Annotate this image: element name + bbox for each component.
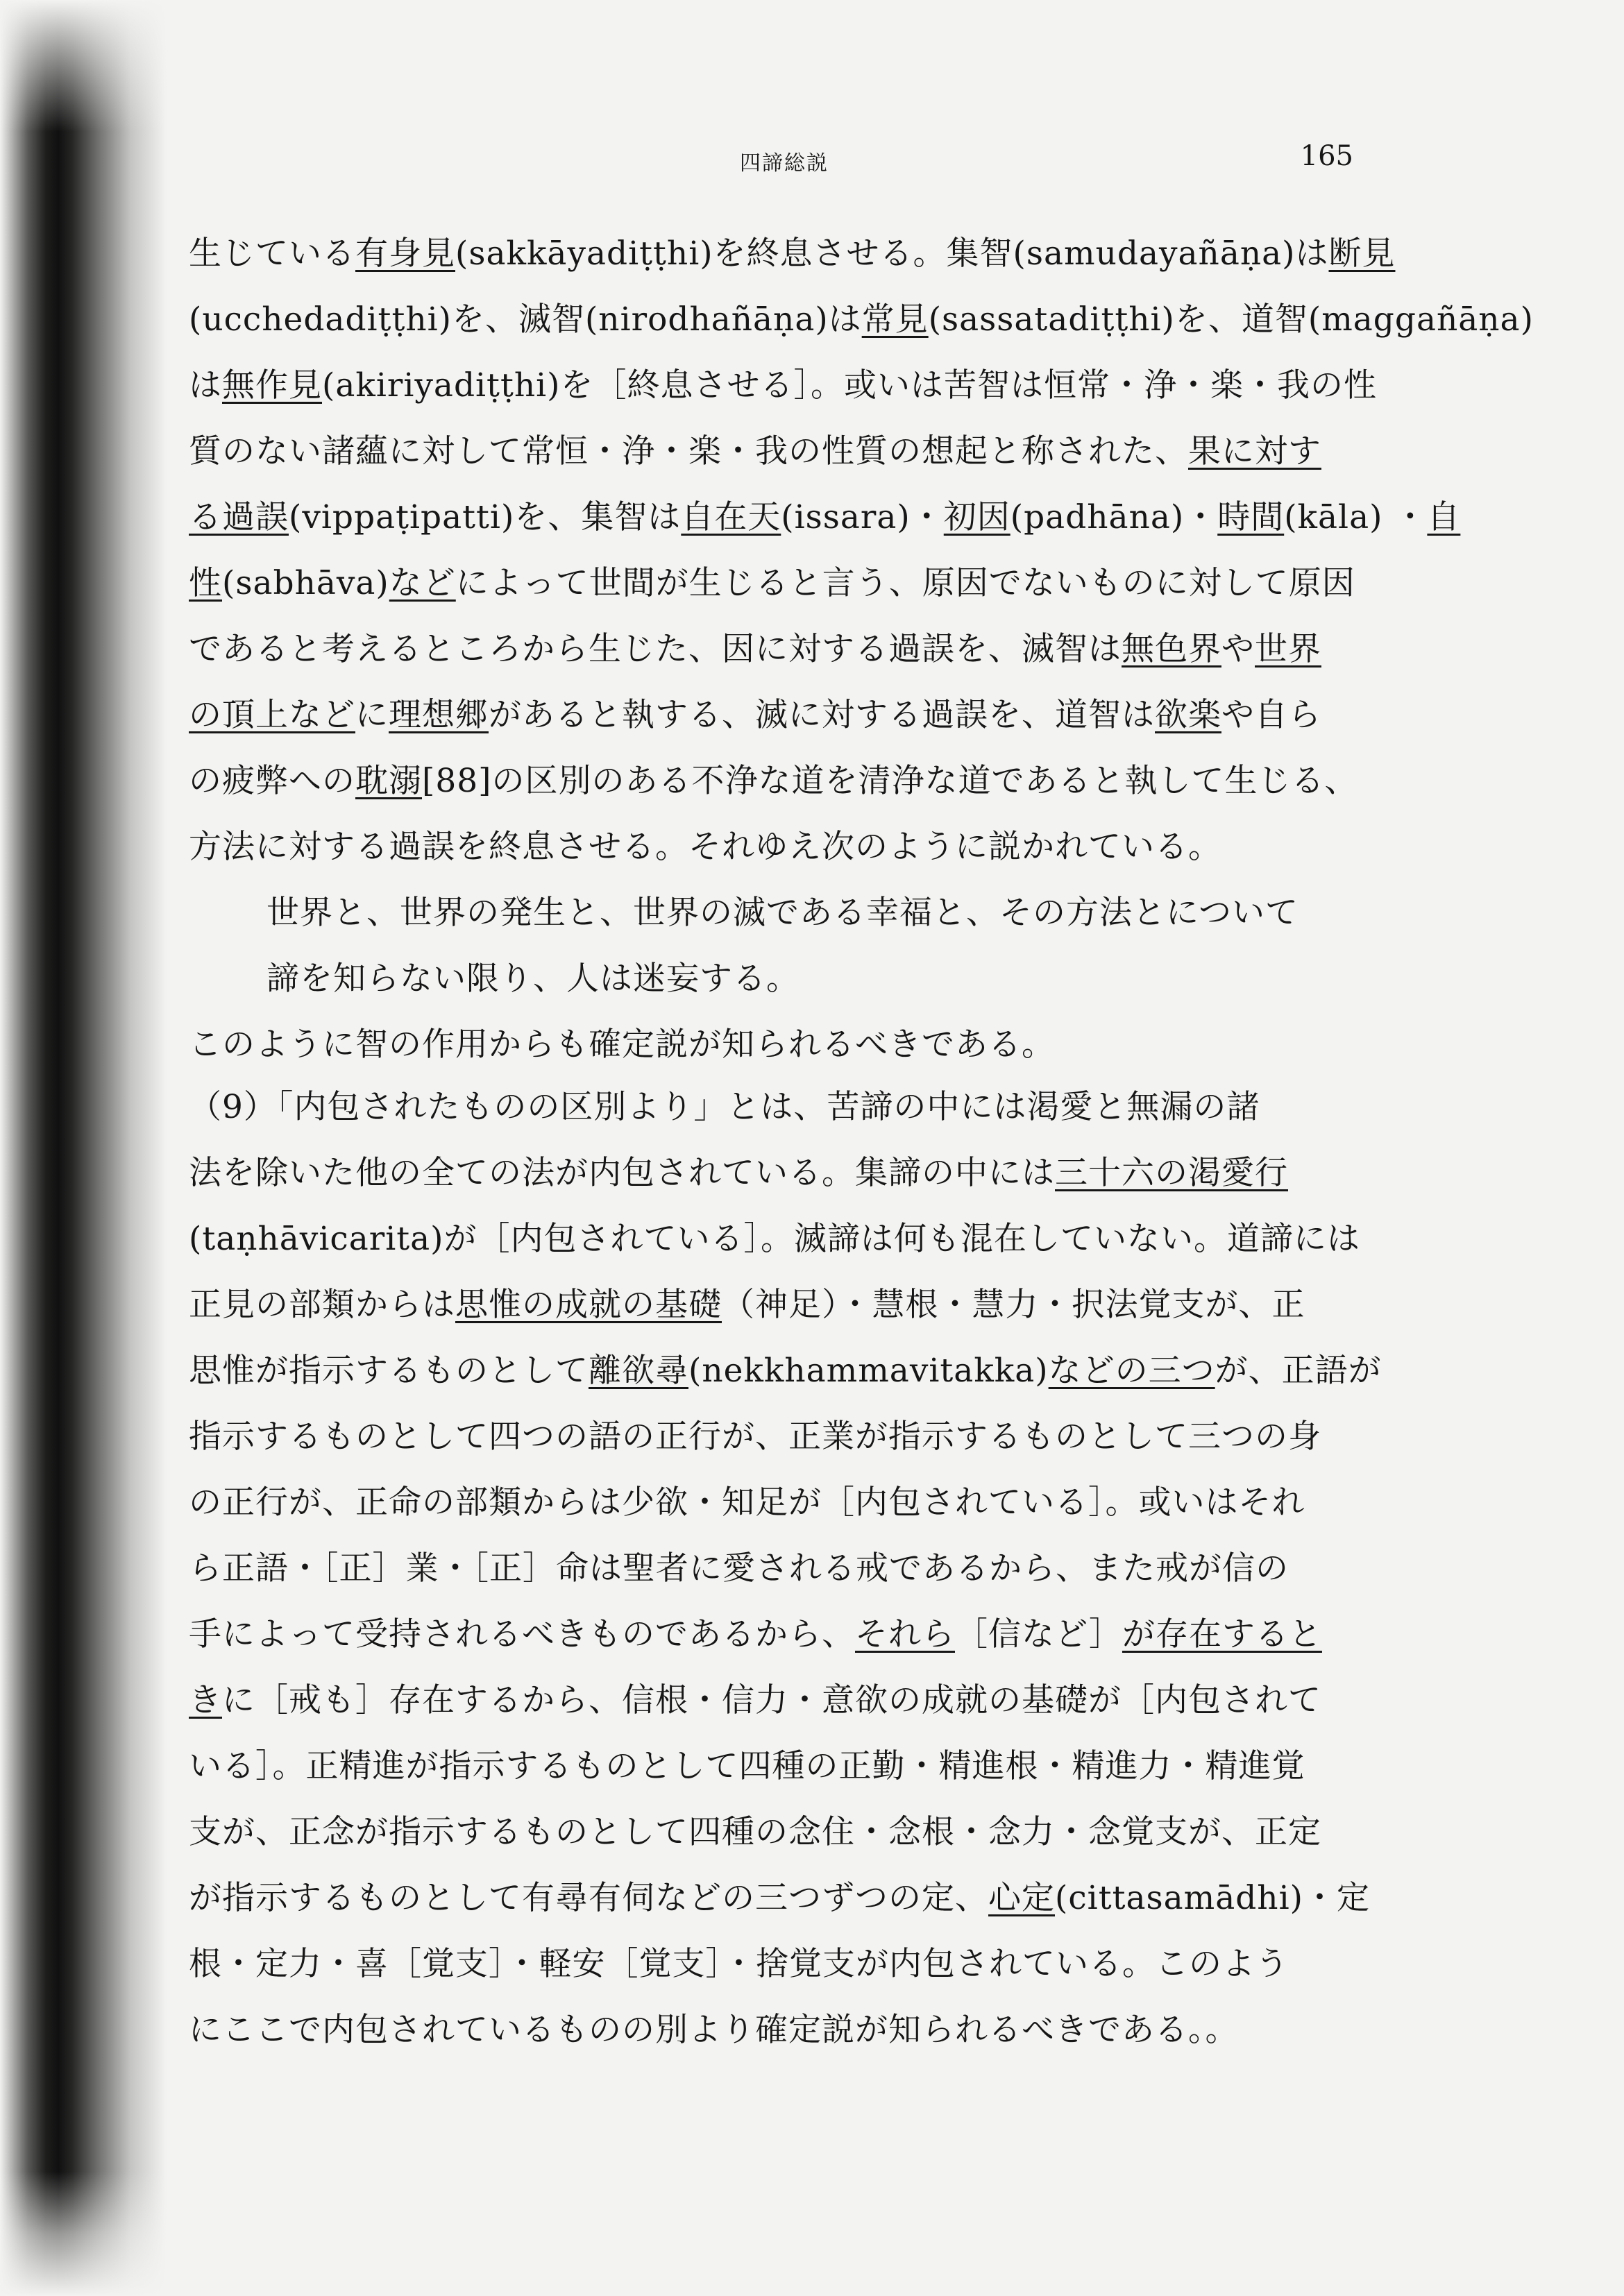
text-run: は xyxy=(189,366,222,405)
text-run: 質のない諸蘊に対して常恒・浄・楽・我の性質の想起と称された、 xyxy=(189,432,1188,470)
text-run: 正見の部類からは xyxy=(189,1286,455,1324)
running-head-title: 四諦総説 xyxy=(740,151,829,176)
text-run: （神足）・慧根・慧力・択法覚支が、正 xyxy=(722,1286,1305,1324)
text-run: の疲弊への xyxy=(189,762,355,800)
underlined-term: 有身見 xyxy=(355,235,455,273)
text-run: や xyxy=(1221,630,1255,668)
text-run: ら正語・［正］業・［正］命は聖者に愛される戒であるから、また戒が信の xyxy=(189,1549,1289,1588)
text-run: 法を除いた他の全ての法が内包されている。集諦の中には xyxy=(189,1154,1055,1192)
text-run: (ucchedadiṭṭhi)を、滅智(nirodhañāṇa)は xyxy=(189,300,862,339)
text-run: (akiriyadiṭṭhi)を［終息させる］。或いは苦智は恒常・浄・楽・我の性 xyxy=(322,366,1377,405)
text-run: や自ら xyxy=(1221,696,1321,734)
text-run: によって世間が生じると言う、原因でないものに対して原因 xyxy=(455,564,1355,602)
text-run: (sassatadiṭṭhi)を、道智(maggañāṇa) xyxy=(928,300,1534,339)
text-line xyxy=(189,418,1382,484)
text-line xyxy=(189,616,1382,682)
underlined-term: 初因 xyxy=(943,498,1010,536)
underlined-term: 思惟の成就の基礎 xyxy=(455,1286,722,1324)
text-run: 思惟が指示するものとして xyxy=(189,1352,589,1390)
underlined-term: 無色界 xyxy=(1122,630,1221,668)
text-run: に xyxy=(355,696,389,734)
body-text-section-2 xyxy=(189,1074,1382,2063)
text-line xyxy=(189,1865,1382,1931)
text-line xyxy=(189,1404,1382,1470)
text-line xyxy=(189,1140,1382,1206)
underlined-term: 性 xyxy=(189,564,222,602)
text-line xyxy=(189,287,1534,352)
text-run: ［信など］ xyxy=(955,1615,1122,1653)
underlined-term: 時間 xyxy=(1217,498,1285,536)
text-line xyxy=(189,550,1382,616)
paragraph-2 xyxy=(189,1074,1382,2063)
text-run: 支が、正念が指示するものとして四種の念住・念根・念力・念覚支が、正定 xyxy=(189,1813,1321,1851)
text-run: にここで内包されているものの別より確定説が知られるべきである。。 xyxy=(189,2011,1239,2049)
text-run: (cittasamādhi)・定 xyxy=(1055,1879,1370,1917)
text-line xyxy=(189,1601,1382,1667)
text-run: （9）「内包されたものの区別より」とは、苦諦の中には渇愛と無漏の諸 xyxy=(189,1088,1260,1126)
underlined-term: 三十六の渇愛行 xyxy=(1055,1154,1288,1192)
closing-line: このように智の作用からも確定説が知られるべきである。 xyxy=(189,1026,1055,1064)
text-line xyxy=(189,682,1382,748)
text-line xyxy=(189,484,1461,550)
underlined-term: 断見 xyxy=(1328,235,1396,273)
text-line xyxy=(189,1536,1382,1601)
text-run: 方法に対する過誤を終息させる。それゆえ次のように説かれている。 xyxy=(189,828,1221,866)
text-line xyxy=(189,1074,1382,1140)
underlined-term: 離欲尋 xyxy=(589,1352,688,1390)
text-run: (padhāna)・ xyxy=(1010,498,1218,536)
verse-line: 世界と、世界の発生と、世界の滅である幸福と、その方法とについて xyxy=(267,894,1299,932)
paragraph-1 xyxy=(189,221,1534,880)
text-line xyxy=(189,1799,1382,1865)
underlined-term: き xyxy=(189,1681,222,1719)
text-run: (nekkhammavitakka) xyxy=(688,1352,1049,1390)
underlined-term: る過誤 xyxy=(189,498,289,536)
underlined-term: 理想郷 xyxy=(389,696,489,734)
text-run: が、正語が xyxy=(1215,1352,1382,1390)
underlined-term: が存在すると xyxy=(1122,1615,1322,1653)
text-run: に［戒も］存在するから、信根・信力・意欲の成就の基礎が［内包されて xyxy=(222,1681,1321,1719)
underlined-term: 心定 xyxy=(988,1879,1055,1917)
text-line xyxy=(189,1931,1382,1997)
text-line xyxy=(189,1272,1382,1338)
text-line xyxy=(189,1338,1382,1404)
text-run: (issara)・ xyxy=(781,498,944,536)
gutter-fade-top xyxy=(0,0,167,132)
underlined-term: それら xyxy=(855,1615,955,1653)
text-run: 手によって受持されるべきものであるから、 xyxy=(189,1615,855,1653)
text-run: があると執する、滅に対する過誤を、道智は xyxy=(489,696,1155,734)
text-run: いる］。正精進が指示するものとして四種の正勤・精進根・精進力・精進覚 xyxy=(189,1747,1305,1785)
underlined-term: 欲楽 xyxy=(1155,696,1221,734)
text-run: の正行が、正命の部類からは少欲・知足が［内包されている］。或いはそれ xyxy=(189,1483,1305,1522)
text-run: (sabhāva) xyxy=(222,564,389,602)
underlined-term: の頂上など xyxy=(189,696,355,734)
underlined-term: 果に対す xyxy=(1188,432,1321,470)
text-run: であると考えるところから生じた、因に対する過誤を、滅智は xyxy=(189,630,1122,668)
text-run: [88]の区別のある不浄な道を清浄な道であると執して生じる、 xyxy=(422,762,1358,800)
page-number: 165 xyxy=(1300,140,1353,172)
underlined-term: 耽溺 xyxy=(355,762,422,800)
text-line xyxy=(189,352,1382,418)
text-run: (sakkāyadiṭṭhi)を終息させる。集智(samudayañāṇa)は xyxy=(455,235,1329,273)
underlined-term: 自 xyxy=(1427,498,1461,536)
text-line xyxy=(189,1997,1382,2063)
underlined-term: 常見 xyxy=(861,300,929,339)
underlined-term: 世界 xyxy=(1255,630,1321,668)
underlined-term: 自在天 xyxy=(681,498,781,536)
underlined-term: など xyxy=(389,564,456,602)
text-line xyxy=(189,1206,1382,1272)
text-run: 指示するものとして四つの語の正行が、正業が指示するものとして三つの身 xyxy=(189,1418,1321,1456)
text-line xyxy=(189,1667,1382,1733)
text-run: 根・定力・喜［覚支］・軽安［覚支］・捨覚支が内包されている。このよう xyxy=(189,1945,1289,1983)
gutter-fade-bottom xyxy=(0,2172,167,2296)
binding-gutter-shadow xyxy=(0,0,167,2296)
text-run: が指示するものとして有尋有伺などの三つずつの定、 xyxy=(189,1879,988,1917)
text-line xyxy=(189,1470,1382,1536)
text-line xyxy=(189,814,1382,880)
text-run: (taṇhāvicarita)が［内包されている］。滅諦は何も混在していない。道諦には xyxy=(189,1220,1360,1258)
body-text-section-1 xyxy=(189,221,1534,1078)
underlined-term: 無作見 xyxy=(222,366,322,405)
text-run: 生じている xyxy=(189,235,355,273)
text-run: (kāla) ・ xyxy=(1284,498,1428,536)
verse-line: 諦を知らない限り、人は迷妄する。 xyxy=(267,960,800,998)
underlined-term: などの三つ xyxy=(1048,1352,1215,1390)
text-line xyxy=(189,1733,1382,1799)
text-run: (vippaṭipatti)を、集智は xyxy=(289,498,682,536)
text-line xyxy=(189,221,1396,287)
text-line xyxy=(189,748,1382,814)
